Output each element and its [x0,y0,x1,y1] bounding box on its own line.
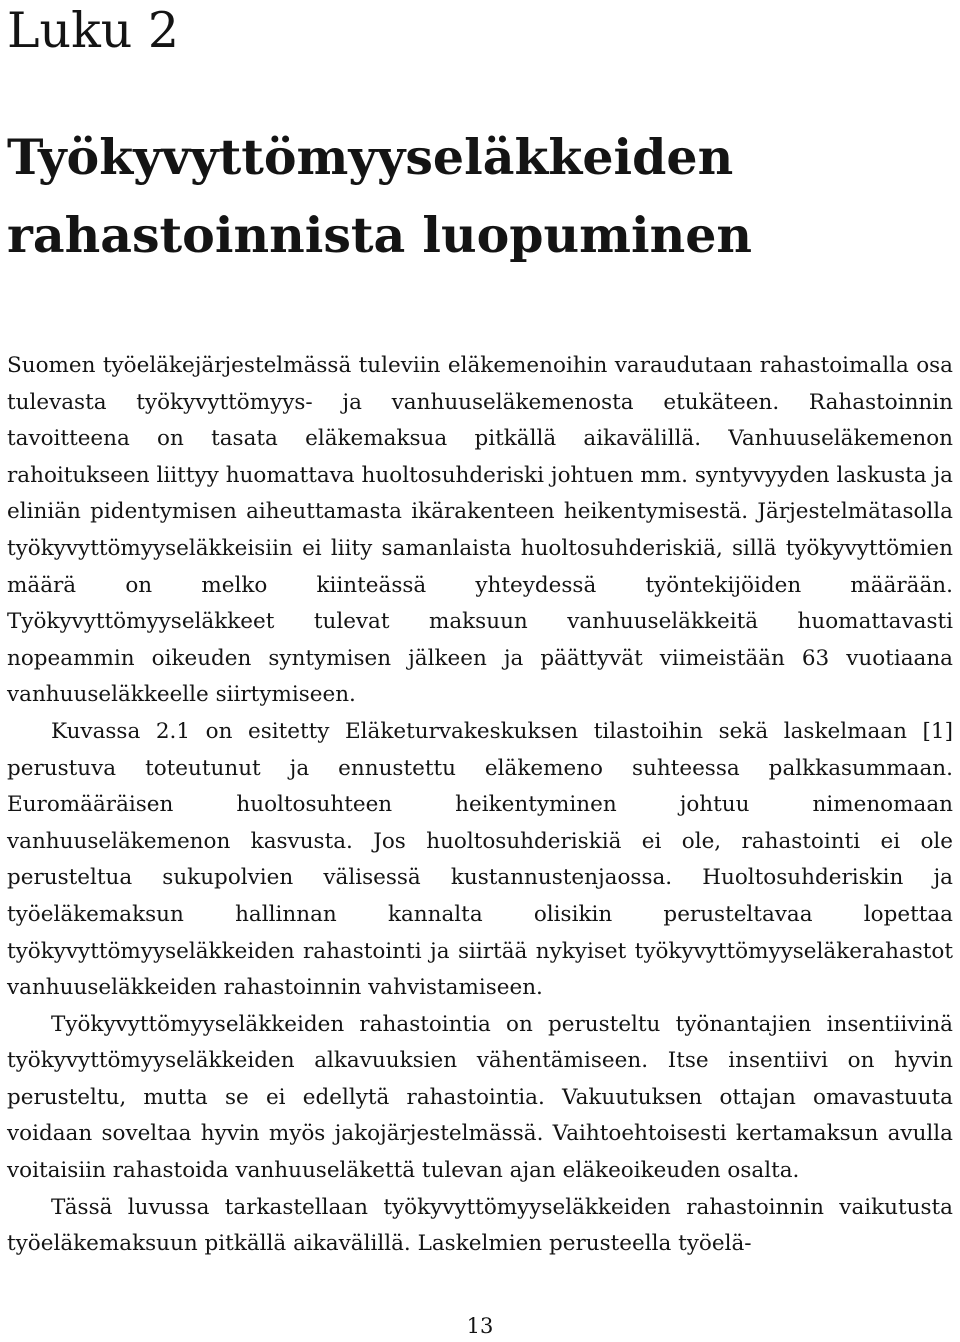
chapter-title-line-2: rahastoinnista luopuminen [7,206,753,264]
page-number: 13 [466,1314,494,1338]
paragraph-3: Työkyvyttömyyseläkkeiden rahastointia on perusteltu työnantajien insentiivinä työkyvyttömyyseläkkeiden alkavuuksien vähentämiseen. Itse insentiivi on hyvin perusteltu, mutta se ei edellytä rahastointia. Vakuutuksen ottajan omavastuuta voidaan soveltaa hyvin myös jakojärjestelmässä. Vaihtoehtoisesti kertamaksun avulla voitaisiin rahastoida vanhuuseläkettä tulevan ajan eläkeoikeuden osalta. [7,1011,953,1184]
body-text [7,348,953,1263]
chapter-title [7,118,953,274]
paragraph-1: Suomen työeläkejärjestelmässä tuleviin eläkemenoihin varaudutaan rahastoimalla osa tulevasta työkyvyttömyys- ja vanhuuseläkemenosta etukäteen. Rahastoinnin tavoitteena on tasata eläkemaksua pitkällä aikavälillä. Vanhuuseläkemenon rahoitukseen liittyy huomattava huoltosuhderiski johtuen mm. syntyvyyden laskusta ja eliniän pidentymisen aiheuttamasta ikärakenteen heikentymisestä. Järjestelmätasolla työkyvyttömyyseläkkeisiin ei liity samanlaista huoltosuhderiskiä, sillä työkyvyttömien määrä on melko kiinteässä yhteydessä työntekijöiden määrään. Työkyvyttömyyseläkkeet tulevat maksuun vanhuuseläkkeitä huomattavasti nopeammin oikeuden syntymisen jälkeen ja päättyvät viimeistään 63 vuotiaana vanhuuseläkkeelle siirtymiseen. [7,353,953,708]
chapter-title-line-1: Työkyvyttömyyseläkkeiden [7,128,734,186]
paragraph-4: Tässä luvussa tarkastellaan työkyvyttömyyseläkkeiden rahastoinnin vaikutusta työeläkemaksuun pitkällä aikavälillä. Laskelmien perusteella työelä- [7,1194,953,1257]
chapter-label: Luku 2 [7,2,180,59]
paragraph-2: Kuvassa 2.1 on esitetty Eläketurvakeskuksen tilastoihin sekä laskelmaan [1] perustuva toteutunut ja ennustettu eläkemeno suhteessa palkkasummaan. Euromääräisen huoltosuhteen heikentyminen johtuu nimenomaan vanhuuseläkemenon kasvusta. Jos huoltosuhderiskiä ei ole, rahastointi ei ole perusteltua sukupolvien välisessä kustannustenjaossa. Huoltosuhderiskin ja työeläkemaksun hallinnan kannalta olisikin perusteltavaa lopettaa työkyvyttömyyseläkkeiden rahastointi ja siirtää nykyiset työkyvyttömyyseläkerahastot vanhuuseläkkeiden rahastoinnin vahvistamiseen. [7,718,953,1001]
